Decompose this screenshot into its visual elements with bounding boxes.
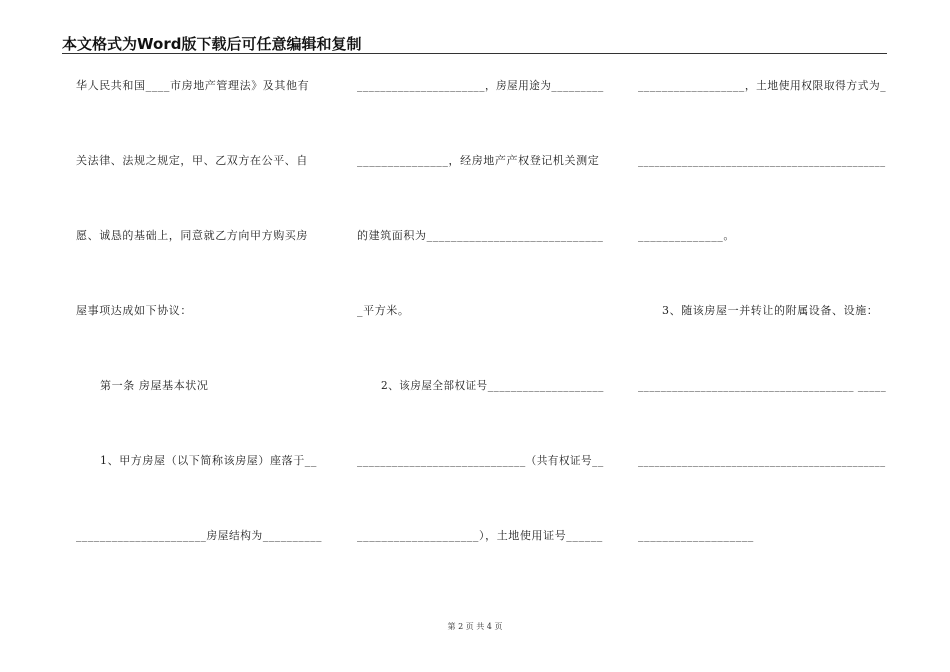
text-line: 2、该房屋全部权证号____________________ [381,379,605,392]
text-line: ______________。 [638,229,735,242]
document-title: 本文格式为Word版下载后可任意编辑和复制 [62,35,362,53]
text-line: ______________________________________ _____ [638,379,887,392]
text-line: _平方米。 [357,304,410,317]
text-line: 关法律、法规之规定，甲、乙双方在公平、自 [76,154,308,167]
text-line: _____________________________________________ [638,454,886,467]
header-divider [62,53,887,54]
text-line: 华人民共和国____市房地产管理法》及其他有 [76,79,310,92]
text-line: 1、甲方房屋（以下简称该房屋）座落于__ [100,454,317,467]
text-line: ______________________，房屋用途为_________ [357,79,604,92]
text-line: ___________________ [638,529,754,542]
text-line: ______________________房屋结构为__________ [76,529,323,542]
text-line: __________________，土地使用权限取得方式为_ [638,79,887,92]
page-number: 第 2 页 共 4 页 [447,622,503,631]
section-heading: 第一条 房屋基本状况 [100,379,209,392]
text-line: 屋事项达成如下协议： [76,304,192,317]
text-line: _____________________________（共有权证号__ [357,454,604,467]
text-line: _____________________________________________ [638,154,886,167]
text-line: _______________，经房地产产权登记机关测定 [357,154,600,167]
text-line: ____________________），土地使用证号______ [357,529,603,542]
text-line: 3、随该房屋一并转让的附属设备、设施： [662,304,879,317]
text-line: 愿、诚恳的基础上，同意就乙方向甲方购买房 [76,229,308,242]
text-line: 的建筑面积为_____________________________ [357,229,604,242]
